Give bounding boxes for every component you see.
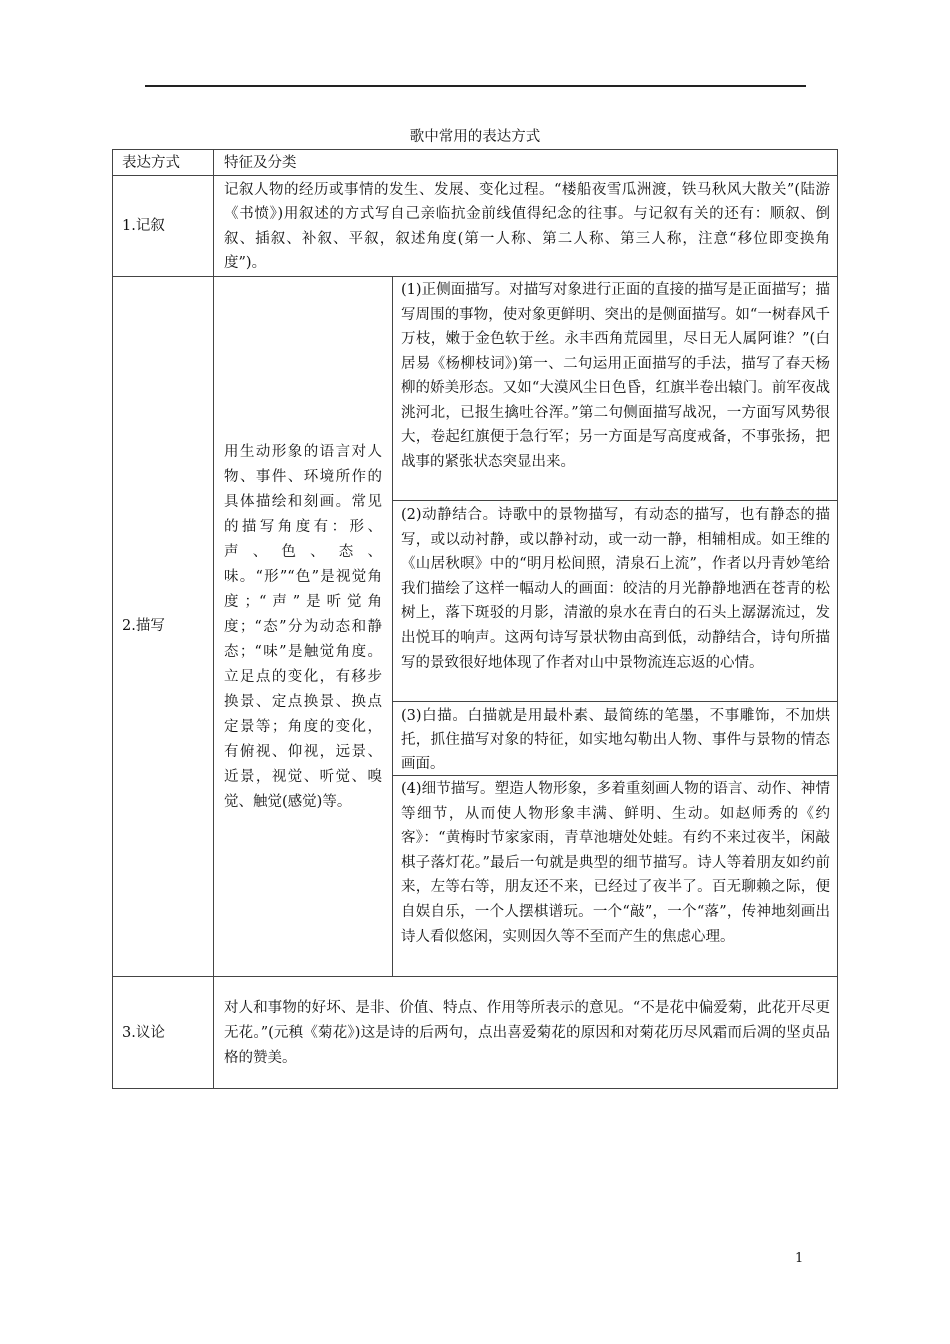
narration-description: 记叙人物的经历或事情的发生、发展、变化过程。“楼船夜雪瓜洲渡，铁马秋风大散关”(陆游《书愤》)用叙述的方式写自己亲临抗金前线值得纪念的往事。与记叙有关的还有：顺叙、倒叙、插叙、补叙、平叙，叙述角度(第一人称、第二人称、第三人称，注意“移位即变换角度”)。 xyxy=(224,182,830,271)
header-features: 特征及分类 xyxy=(224,155,297,171)
col1-divider xyxy=(213,150,214,1088)
table-caption: 歌中常用的表达方式 xyxy=(409,129,541,145)
description-sub-direct-indirect: (1)正侧面描写。对描写对象进行正面的直接的描写是正面描写；描写周围的事物，使对象更鲜明、突出的是侧面描写。如“一树春风千万枝，嫩于金色软于丝。永丰西角荒园里，尽日无人属阿谁？”(白居易《杨柳枝词》)第一、二句运用正面描写的手法，描写了春天杨柳的娇美形态。又如“大漠风尘日色昏，红旗半卷出辕门。前军夜战洮河北，已报生擒吐谷浑。”第二句侧面描写战况，一方面写风势很大，卷起红旗便于急行军；另一方面是写高度戒备，不事张扬，把战事的紧张状态突显出来。 xyxy=(401,282,830,470)
row-method-argument: 3.议论 xyxy=(122,1025,165,1041)
header-rule xyxy=(145,85,806,87)
description-sub-motion-stillness: (2)动静结合。诗歌中的景物描写，有动态的描写，也有静态的描写，或以动衬静，或以静衬动，或一动一静，相辅相成。如王维的《山居秋暝》中的“明月松间照，清泉石上流”，作者以丹青妙笔给我们描绘了这样一幅动人的画面：皎洁的月光静静地洒在苍青的松树上，落下斑驳的月影，清澈的泉水在青白的石头上潺潺流过，发出悦耳的响声。这两句诗写景状物由高到低，动静结合，诗句所描写的景致很好地体现了作者对山中景物流连忘返的心情。 xyxy=(401,507,830,671)
description-summary: 用生动形象的语言对人物、事件、环境所作的具体描绘和刻画。常见的描写角度有：形、声、色、态、味。“形”“色”是视觉角度；“声”是听觉角度；“态”分为动态和静态；“味”是触觉角度。立足点的变化，有移步换景、定点换景、换点定景等；角度的变化，有俯视、仰视，远景、近景，视觉、听觉、嗅觉、触觉(感觉)等。 xyxy=(224,444,382,810)
sub2-divider xyxy=(392,701,837,702)
col2-divider xyxy=(392,276,393,976)
description-sub-plain-sketch: (3)白描。白描就是用最朴素、最简练的笔墨，不事雕饰，不加烘托，抓住描写对象的特征，如实地勾勒出人物、事件与景物的情态画面。 xyxy=(401,708,830,772)
description-sub-detail: (4)细节描写。塑造人物形象，多着重刻画人物的语言、动作、神情等细节，从而使人物形象丰满、鲜明、生动。如赵师秀的《约客》：“黄梅时节家家雨，青草池塘处处蛙。有约不来过夜半，闲敲棋子落灯花。”最后一句就是典型的细节描写。诗人等着朋友如约前来，左等右等，朋友还不来，已经过了夜半了。百无聊赖之际，便自娱自乐，一个人摆棋谱玩。一个“敲”，一个“落”，传神地刻画出诗人看似悠闲，实则因久等不至而产生的焦虑心理。 xyxy=(401,781,830,945)
header-divider xyxy=(113,175,837,176)
argument-description: 对人和事物的好坏、是非、价值、特点、作用等所表示的意见。“不是花中偏爱菊，此花开尽更无花。”(元稹《菊花》)这是诗的后两句，点出喜爱菊花的原因和对菊花历尽风霜而后凋的坚贞品格的赞美。 xyxy=(224,1000,830,1066)
expression-methods-table xyxy=(112,149,838,1089)
row-method-narration: 1.记叙 xyxy=(122,218,165,234)
row1-divider xyxy=(113,276,837,277)
row2-divider xyxy=(113,976,837,977)
row-method-description: 2.描写 xyxy=(122,618,165,634)
page-number: 1 xyxy=(795,1251,804,1266)
header-method: 表达方式 xyxy=(122,155,180,171)
sub1-divider xyxy=(392,500,837,501)
